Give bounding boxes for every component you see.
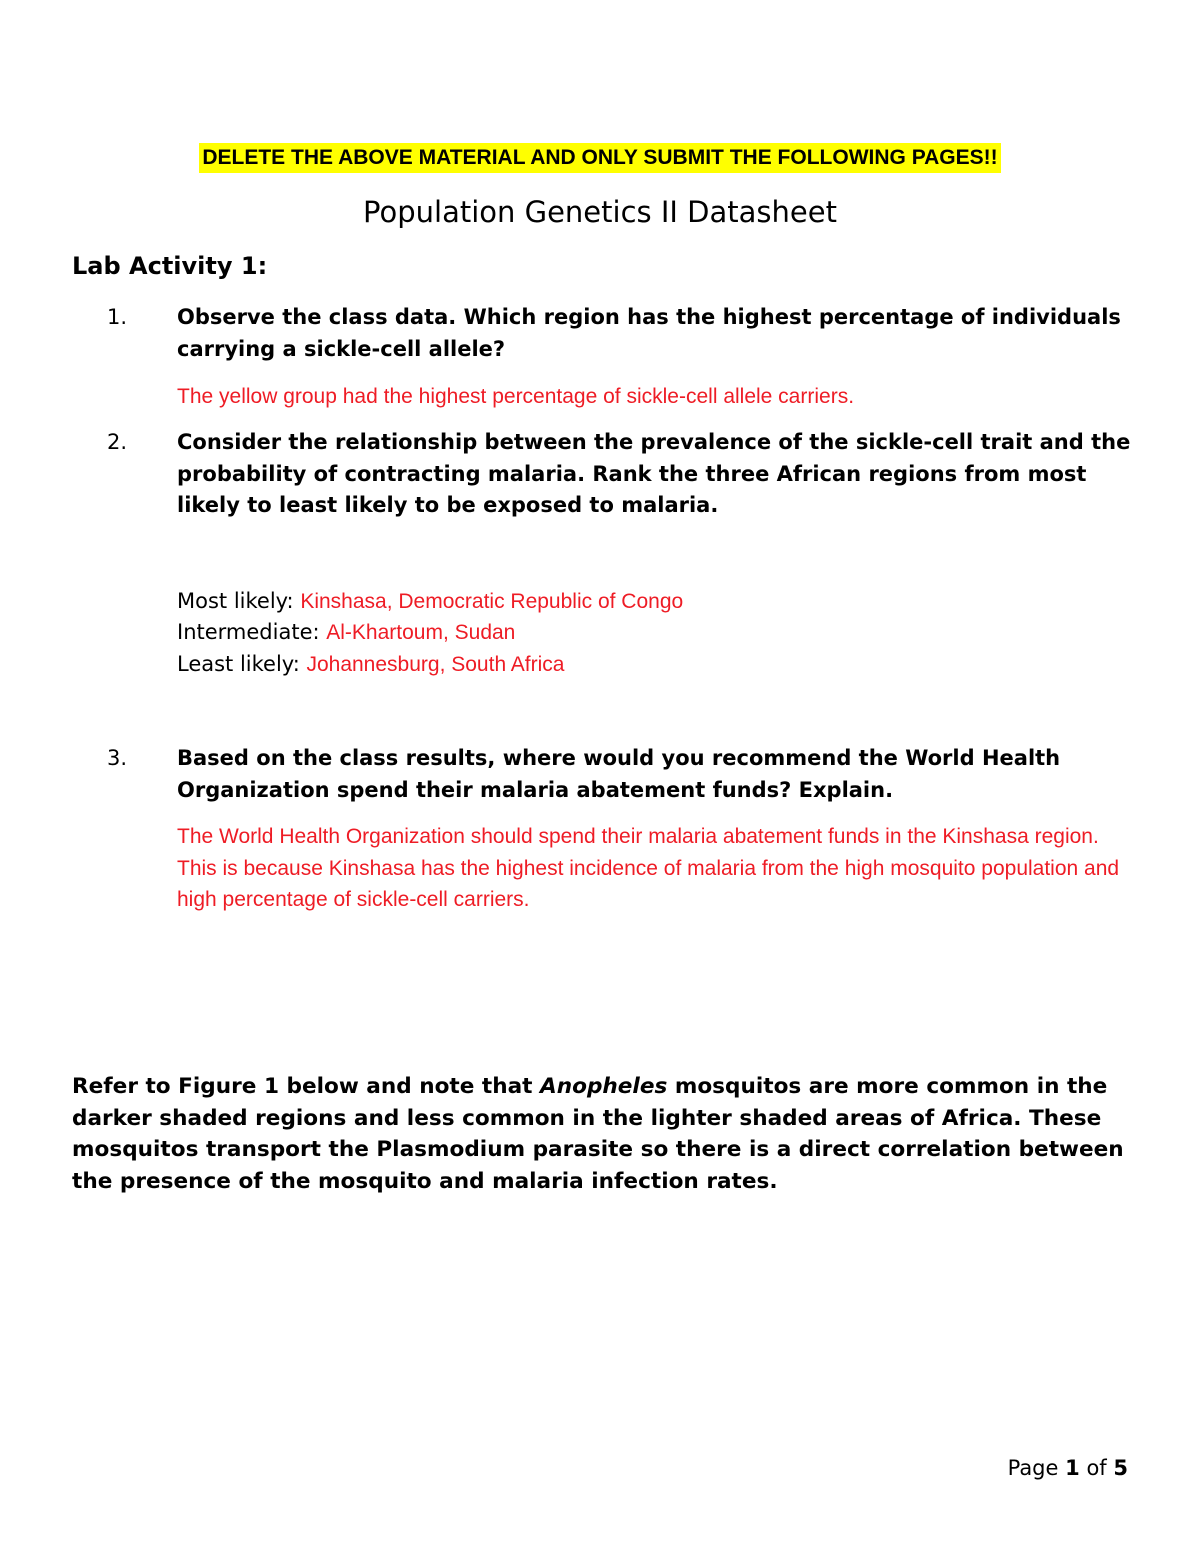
figure-reference-paragraph: [72, 1071, 1137, 1197]
answer-text: The World Health Organization should spend their malaria abatement funds in the Kinshasa region. This is because Kinshasa has the highest incidence of malaria from the high mosquito population and high percentage of sickle-cell carriers.: [177, 825, 1120, 911]
ranking-label: Least likely:: [177, 652, 300, 676]
ranking-label: Most likely:: [177, 589, 294, 613]
ranking-least-likely: [177, 649, 564, 681]
question-text: Based on the class results, where would you recommend the World Health Organization spend their malaria abatement funds? Explain.: [177, 746, 1061, 802]
paragraph-text-start: Refer to Figure 1 below and note that: [72, 1074, 541, 1099]
question-text: Observe the class data. Which region has the highest percentage of individuals carrying a sickle-cell allele?: [177, 305, 1121, 361]
ranking-value: Al-Khartoum, Sudan: [326, 621, 516, 644]
warning-banner: [0, 143, 1200, 173]
answer-text: The yellow group had the highest percentage of sickle-cell allele carriers.: [177, 385, 855, 408]
warning-text: DELETE THE ABOVE MATERIAL AND ONLY SUBMIT THE FOLLOWING PAGES!!: [199, 143, 1000, 173]
question-number: 1.: [107, 305, 128, 329]
question-number: 2.: [107, 430, 128, 454]
page-number: [1008, 1453, 1128, 1483]
ranking-value: Kinshasa, Democratic Republic of Congo: [300, 590, 684, 613]
question-text: Consider the relationship between the prevalence of the sickle-cell trait and the probability of contracting malaria. Rank the three African regions from most likely to least likely to be exposed to malaria.: [177, 430, 1131, 517]
paragraph-text-end: mosquitos are more common in the darker shaded regions and less common in the lighter shaded areas of Africa. These mosquitos transport the Plasmodium parasite so there is a direct correlation between the presence of the mosquito and malaria infection rates.: [72, 1074, 1124, 1194]
current-page: 1: [1065, 1456, 1080, 1480]
page-title: Population Genetics II Datasheet: [363, 195, 837, 229]
of-word: of: [1086, 1456, 1107, 1480]
total-pages: 5: [1113, 1456, 1128, 1480]
question-number: 3.: [107, 746, 128, 770]
ranking-label: Intermediate:: [177, 620, 320, 644]
ranking-most-likely: [177, 586, 683, 618]
ranking-value: Johannesburg, South Africa: [306, 653, 565, 676]
page-word: Page: [1007, 1456, 1059, 1480]
ranking-intermediate: [177, 617, 515, 649]
section-heading: Lab Activity 1:: [72, 252, 268, 280]
species-name: Anopheles: [540, 1074, 668, 1099]
